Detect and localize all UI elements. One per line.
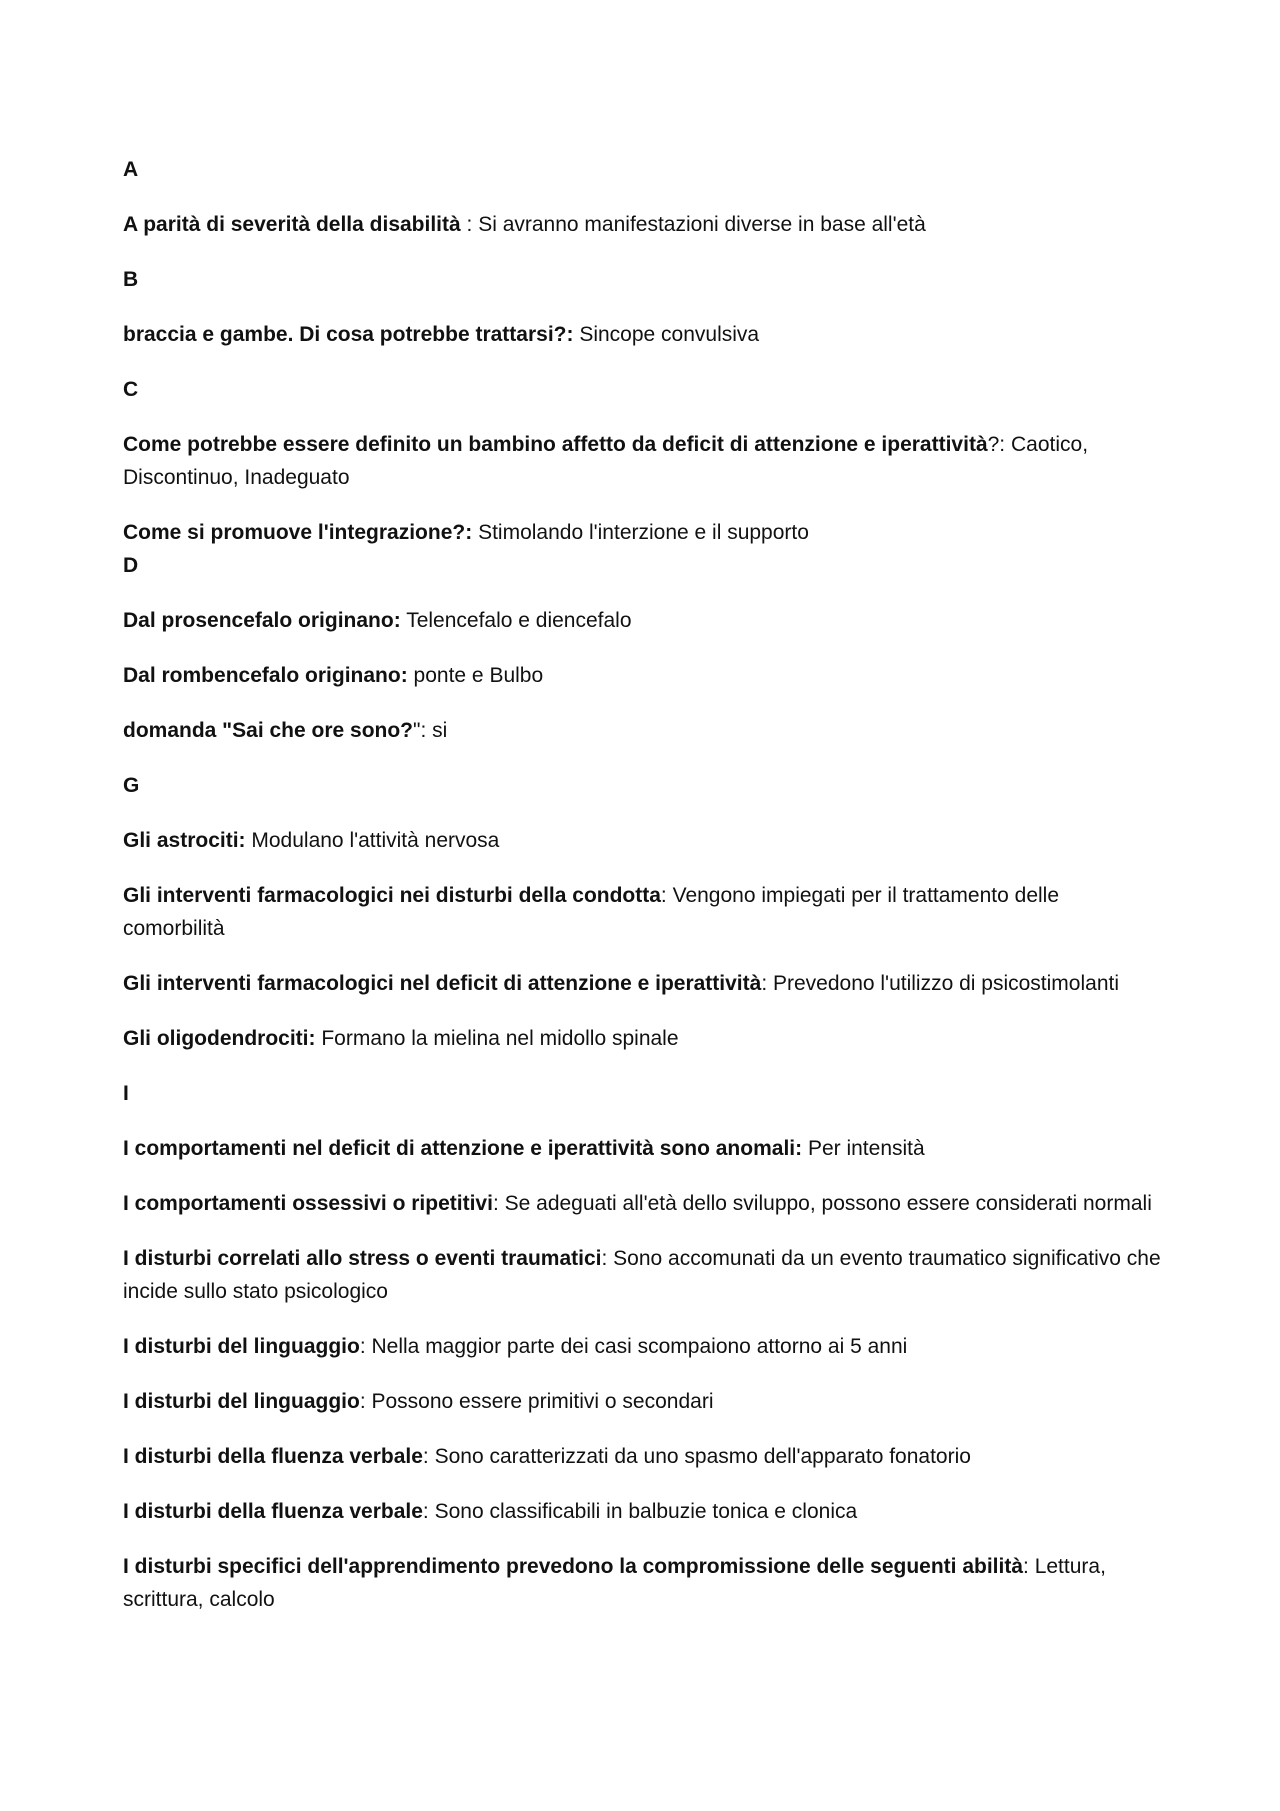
entry-answer: Sincope convulsiva (579, 323, 760, 346)
entry-separator: : (359, 1335, 372, 1358)
entry-separator: : (422, 1445, 435, 1468)
entry-answer: si (432, 719, 448, 742)
entry-term: Gli interventi farmacologici nel deficit di attenzione e iperattività (123, 972, 762, 995)
section-letter-i: I (123, 1082, 129, 1105)
entry-term: domanda "Sai che ore sono? (123, 719, 414, 742)
glossary-entry (123, 428, 1163, 494)
entry-term: Come potrebbe essere definito un bambino affetto da deficit di attenzione e iperattività (123, 433, 988, 456)
entry-separator: : (1023, 1555, 1035, 1578)
entry-term: I comportamenti nel deficit di attenzione e iperattività sono anomali: (123, 1137, 803, 1160)
glossary-entry (123, 208, 1163, 241)
entry-answer: Lettura, scrittura, calcolo (123, 1555, 1106, 1611)
glossary-entry (123, 967, 1163, 1000)
entry-separator: : (460, 213, 479, 236)
entry-answer: Per intensità (807, 1137, 925, 1160)
entry-answer: Sono caratterizzati da uno spasmo dell'apparato fonatorio (434, 1445, 971, 1468)
entry-answer: Telencefalo e diencefalo (406, 609, 632, 632)
glossary-entry (123, 1330, 1163, 1363)
entry-term: Dal prosencefalo originano: (123, 609, 401, 632)
entry-term: Gli astrociti: (123, 829, 246, 852)
entry-separator: ": (413, 719, 433, 742)
entry-separator: : (359, 1390, 372, 1413)
entry-answer: Nella maggior parte dei casi scompaiono attorno ai 5 anni (371, 1335, 908, 1358)
entry-answer: Si avranno manifestazioni diverse in base all'età (478, 213, 926, 236)
entry-term: Come si promuove l'integrazione?: (123, 521, 473, 544)
section-letter-b: B (123, 268, 139, 291)
entry-term: I disturbi della fluenza verbale (123, 1445, 423, 1468)
entry-answer: Prevedono l'utilizzo di psicostimolanti (772, 972, 1119, 995)
document-page (123, 153, 1163, 1638)
section-letter-a: A (123, 158, 139, 181)
entry-separator: : (422, 1500, 435, 1523)
entry-term: I comportamenti ossessivi o ripetitivi (123, 1192, 493, 1215)
glossary-entry (123, 1022, 1163, 1055)
glossary-entry (123, 1242, 1163, 1308)
entry-answer: Vengono impiegati per il trattamento delle comorbilità (123, 884, 1060, 940)
entry-answer: Formano la mielina nel midollo spinale (321, 1027, 679, 1050)
glossary-entry (123, 604, 1163, 637)
glossary-entry (123, 1440, 1163, 1473)
entry-term: I disturbi del linguaggio (123, 1335, 360, 1358)
entry-answer: ponte e Bulbo (413, 664, 544, 687)
section-letter-c: C (123, 378, 139, 401)
entry-term: Dal rombencefalo originano: (123, 664, 408, 687)
entry-term: I disturbi specifici dell'apprendimento prevedono la compromissione delle seguenti abilità (123, 1555, 1024, 1578)
glossary-entry (123, 1187, 1163, 1220)
section-letter-g: G (123, 774, 140, 797)
glossary-entry (123, 516, 1163, 549)
glossary-entry (123, 824, 1163, 857)
glossary-entry (123, 318, 1163, 351)
entry-answer: Stimolando l'interzione e il supporto (478, 521, 809, 544)
entry-separator: : (761, 972, 773, 995)
entry-term: Gli interventi farmacologici nei disturbi della condotta (123, 884, 661, 907)
glossary-entry (123, 714, 1163, 747)
section-letter-d: D (123, 554, 139, 577)
glossary-entry (123, 879, 1163, 945)
entry-answer: Caotico, Discontinuo, Inadeguato (123, 433, 1089, 489)
entry-separator: : (492, 1192, 505, 1215)
entry-term: I disturbi correlati allo stress o eventi traumatici (123, 1247, 602, 1270)
entry-term: I disturbi del linguaggio (123, 1390, 360, 1413)
glossary-entry (123, 659, 1163, 692)
entry-separator: : (660, 884, 673, 907)
entry-term: I disturbi della fluenza verbale (123, 1500, 423, 1523)
entry-answer: Sono classificabili in balbuzie tonica e clonica (434, 1500, 858, 1523)
entry-answer: Possono essere primitivi o secondari (371, 1390, 714, 1413)
entry-answer: Se adeguati all'età dello sviluppo, possono essere considerati normali (504, 1192, 1152, 1215)
entry-term: braccia e gambe. Di cosa potrebbe trattarsi?: (123, 323, 574, 346)
entry-term: A parità di severità della disabilità (123, 213, 461, 236)
entry-answer: Modulano l'attività nervosa (251, 829, 500, 852)
entry-term: Gli oligodendrociti: (123, 1027, 316, 1050)
glossary-entry (123, 1132, 1163, 1165)
glossary-entry (123, 1550, 1163, 1616)
glossary-entry (123, 1385, 1163, 1418)
entry-separator: : (601, 1247, 614, 1270)
entry-separator: ?: (987, 433, 1011, 456)
glossary-entry (123, 1495, 1163, 1528)
entry-answer: Sono accomunati da un evento traumatico significativo che incide sullo stato psicologico (123, 1247, 1161, 1303)
